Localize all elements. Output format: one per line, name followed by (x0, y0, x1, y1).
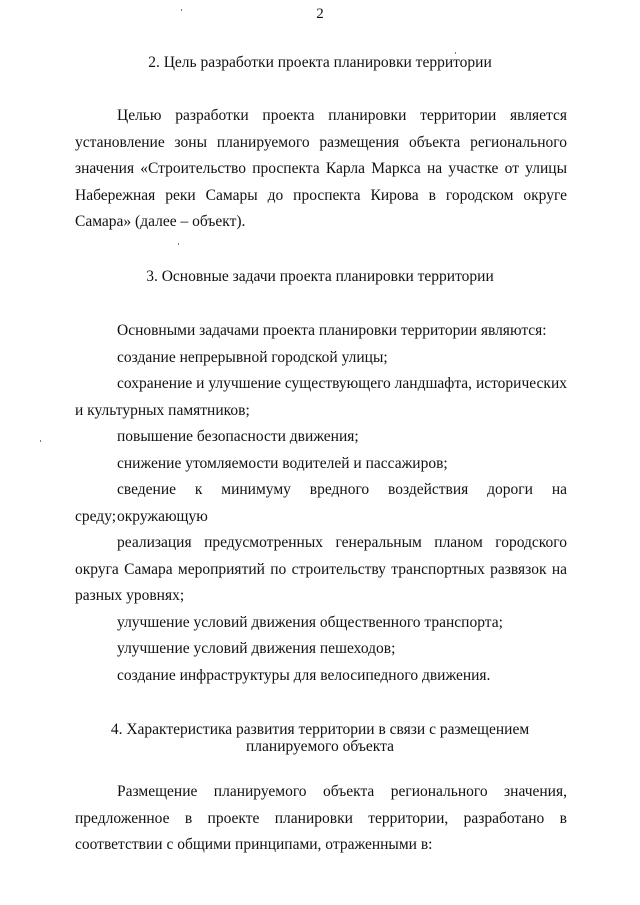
list-item: и культурных памятников; (75, 401, 250, 419)
list-item: улучшение условий движения пешеходов; (117, 640, 396, 657)
list-item: сведение к минимуму вредного воздействия дороги на окружающую (117, 481, 567, 525)
paragraph-line: Целью разработки проекта планировки территории является (117, 107, 567, 124)
paragraph-line: установление зоны планируемого размещения объекта регионального (75, 133, 567, 151)
section-2-heading: 2. Цель разработки проекта планировки территории (148, 54, 492, 71)
scan-speck (455, 52, 456, 54)
heading-line: планируемого объекта (246, 738, 394, 755)
section-3-heading: 3. Основные задачи проекта планировки территории (146, 268, 494, 285)
list-item: снижение утомляемости водителей и пассажиров; (117, 454, 448, 472)
paragraph-line: соответствии с общими принципами, отраженными в: (75, 836, 433, 853)
scan-speck (181, 9, 182, 11)
heading-line: 4. Характеристика развития территории в связи с размещением (110, 721, 530, 738)
paragraph-line: значения «Строительство проспекта Карла Маркса на участке от улицы (75, 160, 567, 177)
paragraph-line: Самара» (далее – объект). (75, 213, 246, 230)
paragraph-line: Размещение планируемого объекта регионального значения, (117, 783, 567, 800)
section-3-intro: Основными задачами проекта планировки территории являются: (117, 322, 547, 339)
scan-speck (178, 243, 179, 245)
page-number: 2 (316, 6, 324, 22)
paragraph-line: Набережная реки Самары до проспекта Кирова в городском округе (75, 186, 567, 204)
list-item: разных уровнях; (75, 587, 185, 604)
list-item: создание инфраструктуры для велосипедного движения. (117, 666, 491, 684)
list-item: повышение безопасности движения; (117, 428, 359, 445)
list-item: округа Самара мероприятий по строительству транспортных развязок на (75, 560, 567, 578)
list-item: реализация предусмотренных генеральным планом городского (117, 534, 567, 551)
list-item: среду; (75, 507, 117, 525)
paragraph-line: предложенное в проекте планировки территории, разработано в (75, 809, 567, 827)
list-item: сохранение и улучшение существующего ландшафта, исторических (117, 375, 567, 392)
list-item: улучшение условий движения общественного транспорта; (117, 613, 503, 631)
scan-speck (40, 440, 41, 442)
list-item: создание непрерывной городской улицы; (117, 348, 388, 366)
